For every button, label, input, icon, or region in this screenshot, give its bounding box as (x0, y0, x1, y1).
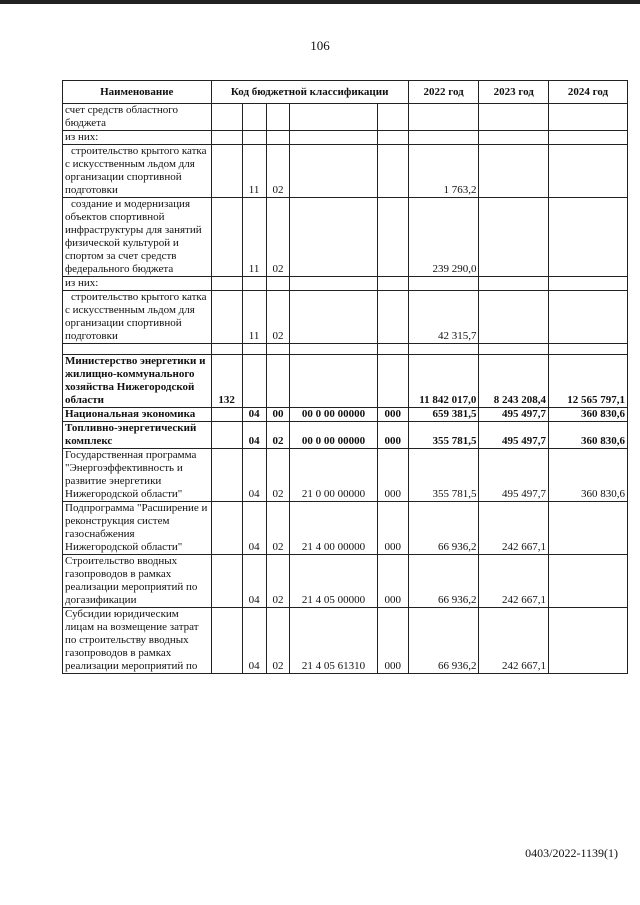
row-ministry-code (211, 198, 242, 277)
row-ministry-code: 132 (211, 355, 242, 408)
row-name-cell: Строительство вводных газопроводов в рамках реализации мероприятий по догазификации (63, 555, 212, 608)
table-row (63, 408, 628, 422)
row-subsection-code: 02 (266, 449, 290, 502)
row-value-2023 (479, 104, 549, 131)
row-ministry-code (211, 555, 242, 608)
table-row (63, 291, 628, 344)
row-name-cell: счет средств областного бюджета (63, 104, 212, 131)
row-value-2023: 495 497,7 (479, 408, 549, 422)
row-expense-type (377, 344, 408, 355)
row-target-article: 21 4 05 00000 (290, 555, 377, 608)
row-expense-type: 000 (377, 449, 408, 502)
row-name-cell: строительство крытого катка с искусственным льдом для организации спортивной подготовки (63, 291, 212, 344)
table-body (63, 104, 628, 674)
table-row (63, 422, 628, 449)
table-row (63, 502, 628, 555)
row-expense-type: 000 (377, 608, 408, 674)
row-value-2024 (549, 145, 628, 198)
row-section-code (242, 344, 266, 355)
row-subsection-code (266, 131, 290, 145)
table-row (63, 104, 628, 131)
row-value-2024: 360 830,6 (549, 449, 628, 502)
header-2022: 2022 год (408, 81, 479, 104)
row-value-2024 (549, 198, 628, 277)
table-row (63, 449, 628, 502)
row-ministry-code (211, 502, 242, 555)
row-subsection-code: 00 (266, 408, 290, 422)
row-ministry-code (211, 277, 242, 291)
header-code: Код бюджетной классификации (211, 81, 408, 104)
row-section-code: 11 (242, 291, 266, 344)
row-section-code (242, 104, 266, 131)
row-value-2023: 242 667,1 (479, 502, 549, 555)
budget-table (62, 80, 628, 674)
row-subsection-code: 02 (266, 145, 290, 198)
row-target-article (290, 277, 377, 291)
row-value-2024 (549, 555, 628, 608)
row-name-cell: Национальная экономика (63, 408, 212, 422)
row-subsection-code: 02 (266, 291, 290, 344)
row-section-code (242, 355, 266, 408)
row-ministry-code (211, 344, 242, 355)
row-name-cell: Субсидии юридическим лицам на возмещение затрат по строительству вводных газопроводов в рамках реализации мероприятий по (63, 608, 212, 674)
header-2023: 2023 год (479, 81, 549, 104)
row-ministry-code (211, 145, 242, 198)
row-value-2024 (549, 104, 628, 131)
row-subsection-code: 02 (266, 555, 290, 608)
row-value-2022: 355 781,5 (408, 449, 479, 502)
row-section-code: 04 (242, 608, 266, 674)
row-value-2023: 242 667,1 (479, 555, 549, 608)
row-value-2023: 495 497,7 (479, 422, 549, 449)
row-ministry-code (211, 449, 242, 502)
table-row (63, 198, 628, 277)
table-row (63, 277, 628, 291)
row-section-code: 04 (242, 449, 266, 502)
table-row (63, 145, 628, 198)
table-row (63, 131, 628, 145)
row-ministry-code (211, 104, 242, 131)
row-value-2024 (549, 344, 628, 355)
row-value-2023 (479, 291, 549, 344)
row-expense-type (377, 104, 408, 131)
row-value-2024 (549, 502, 628, 555)
row-value-2022: 239 290,0 (408, 198, 479, 277)
row-section-code: 04 (242, 408, 266, 422)
row-value-2023: 495 497,7 (479, 449, 549, 502)
row-value-2023 (479, 145, 549, 198)
row-section-code (242, 131, 266, 145)
row-section-code: 04 (242, 555, 266, 608)
row-target-article (290, 291, 377, 344)
row-value-2024 (549, 608, 628, 674)
row-value-2022: 66 936,2 (408, 555, 479, 608)
row-name-cell: Государственная программа "Энергоэффективность и развитие энергетики Нижегородской области" (63, 449, 212, 502)
row-value-2022: 66 936,2 (408, 608, 479, 674)
row-expense-type (377, 198, 408, 277)
row-value-2023: 242 667,1 (479, 608, 549, 674)
row-target-article: 00 0 00 00000 (290, 422, 377, 449)
row-expense-type (377, 145, 408, 198)
row-value-2022 (408, 104, 479, 131)
row-section-code: 11 (242, 198, 266, 277)
row-subsection-code: 02 (266, 198, 290, 277)
row-target-article (290, 198, 377, 277)
row-expense-type: 000 (377, 422, 408, 449)
row-subsection-code (266, 104, 290, 131)
row-ministry-code (211, 608, 242, 674)
row-expense-type (377, 355, 408, 408)
header-2024: 2024 год (549, 81, 628, 104)
row-value-2023 (479, 277, 549, 291)
row-ministry-code (211, 422, 242, 449)
row-value-2023: 8 243 208,4 (479, 355, 549, 408)
row-target-article: 21 4 05 61310 (290, 608, 377, 674)
row-value-2022 (408, 131, 479, 145)
row-ministry-code (211, 291, 242, 344)
row-value-2024 (549, 291, 628, 344)
row-target-article (290, 104, 377, 131)
row-value-2024: 12 565 797,1 (549, 355, 628, 408)
row-target-article (290, 131, 377, 145)
top-border-line (0, 0, 640, 4)
row-name-cell: Топливно-энергетический комплекс (63, 422, 212, 449)
header-name: Наименование (63, 81, 212, 104)
row-target-article (290, 355, 377, 408)
row-name-cell: Министерство энергетики и жилищно-коммунального хозяйства Нижегородской области (63, 355, 212, 408)
row-section-code: 04 (242, 502, 266, 555)
row-name-cell: создание и модернизация объектов спортивной инфраструктуры для занятий физической культурой и спортом за счет средств федерального бюджета (63, 198, 212, 277)
row-name-cell: строительство крытого катка с искусственным льдом для организации спортивной подготовки (63, 145, 212, 198)
row-expense-type (377, 277, 408, 291)
row-target-article (290, 145, 377, 198)
page-number: 106 (310, 38, 330, 53)
row-target-article: 21 0 00 00000 (290, 449, 377, 502)
row-subsection-code (266, 277, 290, 291)
row-subsection-code: 02 (266, 608, 290, 674)
row-name-cell: из них: (63, 131, 212, 145)
row-value-2024: 360 830,6 (549, 408, 628, 422)
row-value-2022: 1 763,2 (408, 145, 479, 198)
row-value-2022 (408, 277, 479, 291)
row-subsection-code (266, 355, 290, 408)
row-target-article: 21 4 00 00000 (290, 502, 377, 555)
row-value-2024: 360 830,6 (549, 422, 628, 449)
row-value-2023 (479, 344, 549, 355)
row-subsection-code: 02 (266, 502, 290, 555)
row-expense-type (377, 291, 408, 344)
row-expense-type: 000 (377, 502, 408, 555)
row-value-2022: 66 936,2 (408, 502, 479, 555)
table-header-row (63, 81, 628, 104)
table-row (63, 344, 628, 355)
row-value-2022: 659 381,5 (408, 408, 479, 422)
row-expense-type: 000 (377, 555, 408, 608)
row-subsection-code (266, 344, 290, 355)
row-name-cell: из них: (63, 277, 212, 291)
row-expense-type: 000 (377, 408, 408, 422)
row-name-cell: Подпрограмма "Расширение и реконструкция систем газоснабжения Нижегородской области" (63, 502, 212, 555)
document-code: 0403/2022-1139(1) (525, 846, 618, 860)
row-target-article (290, 344, 377, 355)
row-value-2022: 11 842 017,0 (408, 355, 479, 408)
row-section-code (242, 277, 266, 291)
row-value-2023 (479, 198, 549, 277)
row-name-cell (63, 344, 212, 355)
row-section-code: 04 (242, 422, 266, 449)
table-row (63, 608, 628, 674)
row-section-code: 11 (242, 145, 266, 198)
row-ministry-code (211, 408, 242, 422)
row-ministry-code (211, 131, 242, 145)
row-value-2022 (408, 344, 479, 355)
table-row (63, 555, 628, 608)
row-target-article: 00 0 00 00000 (290, 408, 377, 422)
row-value-2022: 42 315,7 (408, 291, 479, 344)
row-value-2024 (549, 277, 628, 291)
row-value-2023 (479, 131, 549, 145)
table-row (63, 355, 628, 408)
row-subsection-code: 02 (266, 422, 290, 449)
row-value-2024 (549, 131, 628, 145)
row-expense-type (377, 131, 408, 145)
row-value-2022: 355 781,5 (408, 422, 479, 449)
